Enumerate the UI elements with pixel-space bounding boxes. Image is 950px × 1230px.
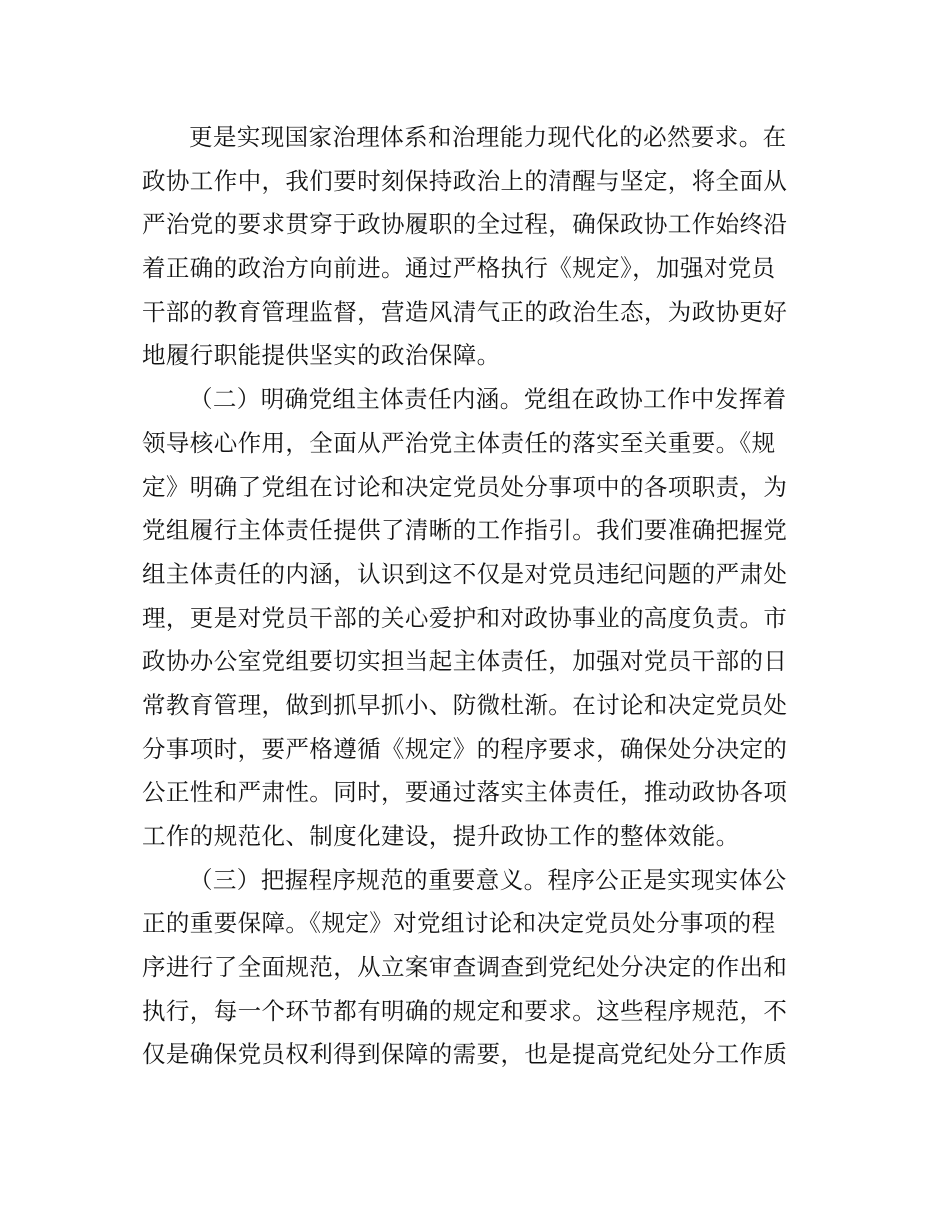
text-line: 干部的教育管理监督，营造风清气正的政治生态，为政协更好 [142,297,788,326]
text-line: 地履行职能提供坚实的政治保障。 [142,341,501,370]
paragraph-2 [142,378,810,859]
text-line: 执行，每一个环节都有明确的规定和要求。这些程序规范，不 [142,996,788,1025]
text-line: 严治党的要求贯穿于政协履职的全过程，确保政协工作始终沿 [142,210,788,239]
text-line: 组主体责任的内涵，认识到这不仅是对党员违纪问题的严肃处 [142,559,788,588]
text-line: 公正性和严肃性。同时，要通过落实主体责任，推动政协各项 [142,778,788,807]
text-line: 序进行了全面规范，从立案审查调查到党纪处分决定的作出和 [142,953,788,982]
text-line: 分事项时，要严格遵循《规定》的程序要求，确保处分决定的 [142,734,788,763]
document-body [142,116,810,1077]
text-line: 工作的规范化、制度化建设，提升政协工作的整体效能。 [142,822,740,850]
text-line: （二）明确党组主体责任内涵。党组在政协工作中发挥着 [189,385,787,414]
text-line: 定》明确了党组在讨论和决定党员处分事项中的各项职责，为 [142,472,788,501]
text-line: 常教育管理，做到抓早抓小、防微杜渐。在讨论和决定党员处 [142,690,788,719]
text-line: 政协办公室党组要切实担当起主体责任，加强对党员干部的日 [142,647,788,676]
text-line: 更是实现国家治理体系和治理能力现代化的必然要求。在 [189,123,787,151]
text-line: 政协工作中，我们要时刻保持政治上的清醒与坚定，将全面从 [142,166,788,195]
text-line: 着正确的政治方向前进。通过严格执行《规定》，加强对党员 [142,254,776,283]
text-line: （三）把握程序规范的重要意义。程序公正是实现实体公 [189,865,787,894]
text-line: 领导核心作用，全面从严治党主体责任的落实至关重要。《规 [142,428,776,457]
text-line: 正的重要保障。《规定》对党组讨论和决定党员处分事项的程 [142,909,776,938]
text-line: 党组履行主体责任提供了清晰的工作指引。我们要准确把握党 [142,516,788,545]
text-line: 仅是确保党员权利得到保障的需要，也是提高党纪处分工作质 [142,1040,788,1069]
text-line: 理，更是对党员干部的关心爱护和对政协事业的高度负责。市 [142,603,788,632]
paragraph-3 [142,859,810,1077]
paragraph-1 [142,116,810,378]
